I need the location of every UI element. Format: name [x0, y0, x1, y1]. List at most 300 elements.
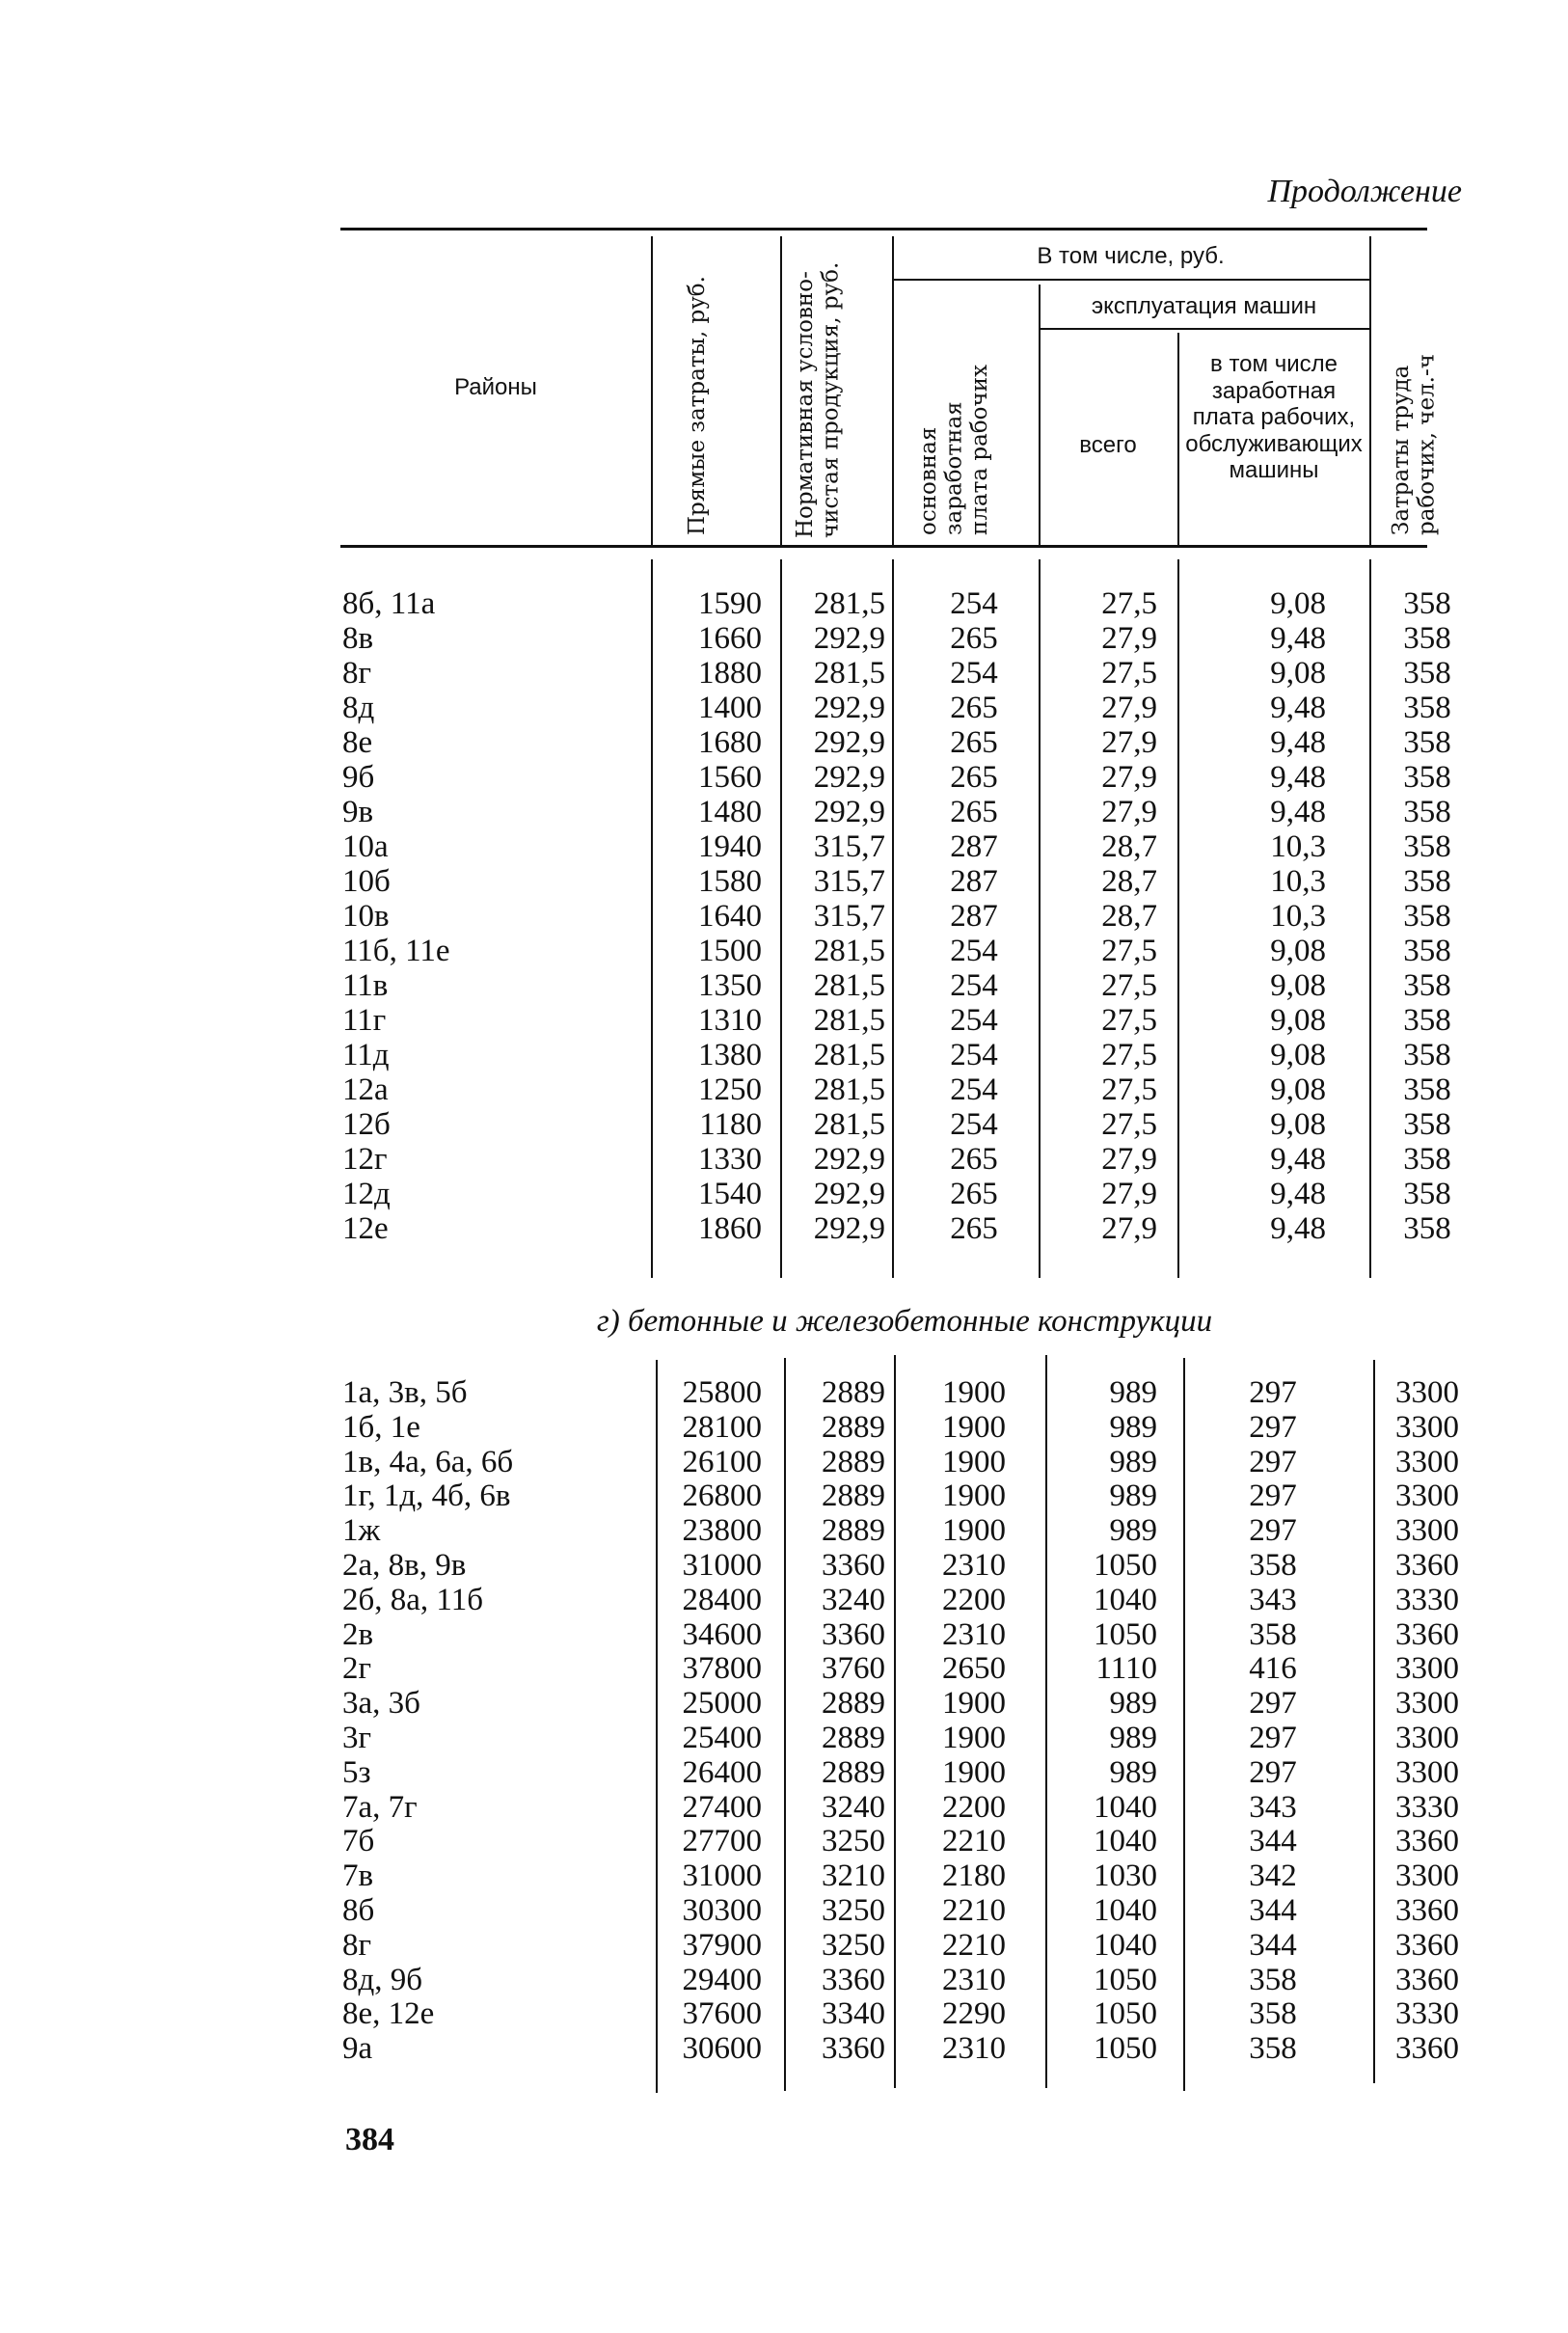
cell-region: 8е, 12е: [342, 1996, 435, 2032]
cell-direct-costs: 27400: [682, 1789, 762, 1825]
cell-direct-costs: 1400: [698, 691, 762, 725]
divider: [894, 1355, 896, 2088]
machine-rule: [1039, 328, 1369, 330]
cell-base-wage: 265: [950, 795, 998, 829]
cell-region: 8г: [342, 656, 372, 691]
cell-machine-total: 1050: [1094, 1616, 1157, 1652]
cell-machine-wage: 9,48: [1270, 760, 1326, 795]
cell-region: 12г: [342, 1142, 388, 1177]
cell-normative-product: 281,5: [813, 934, 885, 968]
cell-machine-total: 27,5: [1101, 968, 1157, 1003]
header-base-wage: основная заработная плата рабочих: [916, 364, 992, 535]
cell-direct-costs: 25800: [682, 1375, 762, 1410]
cell-region: 1ж: [342, 1513, 381, 1549]
divider: [651, 236, 653, 545]
cell-machine-total: 28,7: [1101, 899, 1157, 934]
cell-machine-wage: 9,48: [1270, 725, 1326, 760]
cell-normative-product: 3340: [822, 1996, 885, 2032]
cell-direct-costs: 1500: [698, 934, 762, 968]
cell-normative-product: 2889: [822, 1409, 885, 1445]
cell-base-wage: 265: [950, 1211, 998, 1246]
cell-machine-wage: 9,08: [1270, 586, 1326, 621]
cell-machine-wage: 297: [1249, 1478, 1297, 1514]
cell-direct-costs: 27700: [682, 1824, 762, 1859]
cell-base-wage: 2180: [942, 1858, 1006, 1894]
page-number: 384: [345, 2122, 394, 2157]
cell-normative-product: 281,5: [813, 968, 885, 1003]
cell-base-wage: 265: [950, 691, 998, 725]
cell-machine-wage: 297: [1249, 1444, 1297, 1479]
cell-machine-total: 1040: [1094, 1927, 1157, 1963]
cell-region: 1г, 1д, 4б, 6в: [342, 1478, 511, 1514]
cell-normative-product: 292,9: [813, 1211, 885, 1246]
cell-normative-product: 3240: [822, 1789, 885, 1825]
cell-labor: 358: [1403, 656, 1451, 691]
cell-labor: 3300: [1395, 1651, 1459, 1687]
cell-direct-costs: 26100: [682, 1444, 762, 1479]
cell-machine-wage: 9,08: [1270, 1072, 1326, 1107]
cell-machine-wage: 9,08: [1270, 656, 1326, 691]
cell-machine-total: 27,9: [1101, 621, 1157, 656]
cell-base-wage: 254: [950, 656, 998, 691]
cell-machine-total: 989: [1109, 1754, 1157, 1790]
cell-region: 11г: [342, 1003, 387, 1038]
cell-machine-wage: 9,48: [1270, 1211, 1326, 1246]
cell-labor: 3330: [1395, 1582, 1459, 1617]
cell-normative-product: 3250: [822, 1824, 885, 1859]
cell-normative-product: 281,5: [813, 1072, 885, 1107]
cell-base-wage: 254: [950, 1107, 998, 1142]
cell-region: 12а: [342, 1072, 389, 1107]
cell-labor: 3300: [1395, 1444, 1459, 1479]
cell-base-wage: 254: [950, 1038, 998, 1072]
divider: [780, 236, 782, 545]
cell-direct-costs: 1330: [698, 1142, 762, 1177]
cell-labor: 358: [1403, 725, 1451, 760]
cell-normative-product: 3250: [822, 1893, 885, 1928]
cell-region: 5з: [342, 1754, 371, 1790]
cell-machine-wage: 9,08: [1270, 1107, 1326, 1142]
cell-labor: 358: [1403, 1142, 1451, 1177]
cell-direct-costs: 1660: [698, 621, 762, 656]
cell-direct-costs: 37800: [682, 1651, 762, 1687]
cell-machine-total: 989: [1109, 1375, 1157, 1410]
cell-base-wage: 2210: [942, 1927, 1006, 1963]
header-bottom-rule: [340, 545, 1427, 548]
cell-machine-total: 28,7: [1101, 829, 1157, 864]
cell-direct-costs: 37600: [682, 1996, 762, 2032]
divider: [1177, 333, 1179, 545]
cell-labor: 358: [1403, 795, 1451, 829]
cell-labor: 3330: [1395, 1789, 1459, 1825]
cell-direct-costs: 28400: [682, 1582, 762, 1617]
cell-labor: 358: [1403, 829, 1451, 864]
cell-region: 10в: [342, 899, 390, 934]
cell-labor: 358: [1403, 586, 1451, 621]
cell-base-wage: 1900: [942, 1721, 1006, 1755]
cell-direct-costs: 1380: [698, 1038, 762, 1072]
cell-normative-product: 3360: [822, 2031, 885, 2067]
cell-region: 11б, 11е: [342, 934, 450, 968]
cell-normative-product: 3760: [822, 1651, 885, 1687]
cell-machine-total: 27,9: [1101, 760, 1157, 795]
cell-labor: 358: [1403, 1177, 1451, 1211]
cell-labor: 358: [1403, 864, 1451, 899]
cell-direct-costs: 37900: [682, 1927, 762, 1963]
divider: [1373, 1360, 1375, 2083]
cell-region: 8б: [342, 1893, 375, 1928]
cell-base-wage: 2650: [942, 1651, 1006, 1687]
cell-base-wage: 2290: [942, 1996, 1006, 2032]
cell-direct-costs: 1560: [698, 760, 762, 795]
cell-machine-total: 989: [1109, 1721, 1157, 1755]
cell-direct-costs: 25000: [682, 1686, 762, 1722]
divider: [1045, 1355, 1047, 2088]
cell-base-wage: 1900: [942, 1409, 1006, 1445]
cell-machine-wage: 358: [1249, 1962, 1297, 1997]
cell-machine-total: 1040: [1094, 1789, 1157, 1825]
cell-region: 10б: [342, 864, 391, 899]
cell-direct-costs: 1590: [698, 586, 762, 621]
divider: [784, 1358, 786, 2091]
divider: [1369, 559, 1371, 1278]
cell-labor: 3300: [1395, 1858, 1459, 1894]
cell-normative-product: 281,5: [813, 1038, 885, 1072]
cell-direct-costs: 29400: [682, 1962, 762, 1997]
cell-machine-total: 27,5: [1101, 586, 1157, 621]
cell-base-wage: 265: [950, 725, 998, 760]
cell-direct-costs: 34600: [682, 1616, 762, 1652]
cell-machine-total: 27,5: [1101, 656, 1157, 691]
cell-base-wage: 265: [950, 1177, 998, 1211]
cell-labor: 3300: [1395, 1754, 1459, 1790]
continuation-label: Продолжение: [1267, 174, 1462, 209]
cell-normative-product: 3360: [822, 1548, 885, 1583]
cell-direct-costs: 31000: [682, 1548, 762, 1583]
cell-machine-total: 27,9: [1101, 1142, 1157, 1177]
section-title: г) бетонные и железобетонные конструкции: [596, 1304, 1213, 1339]
cell-direct-costs: 31000: [682, 1858, 762, 1894]
cell-labor: 3330: [1395, 1996, 1459, 2032]
cell-machine-wage: 9,08: [1270, 1038, 1326, 1072]
cell-machine-total: 989: [1109, 1478, 1157, 1514]
cell-normative-product: 315,7: [813, 864, 885, 899]
cell-base-wage: 287: [950, 829, 998, 864]
divider: [1177, 559, 1179, 1278]
cell-direct-costs: 28100: [682, 1409, 762, 1445]
cell-base-wage: 265: [950, 621, 998, 656]
cell-region: 9в: [342, 795, 374, 829]
cell-direct-costs: 1880: [698, 656, 762, 691]
cell-region: 8е: [342, 725, 373, 760]
cell-region: 8д, 9б: [342, 1962, 423, 1997]
cell-region: 8д: [342, 691, 375, 725]
cell-base-wage: 287: [950, 864, 998, 899]
cell-region: 8г: [342, 1927, 372, 1963]
cell-region: 10а: [342, 829, 389, 864]
cell-normative-product: 3210: [822, 1858, 885, 1894]
divider: [892, 559, 894, 1278]
cell-region: 2г: [342, 1651, 372, 1687]
divider: [656, 1360, 658, 2093]
cell-normative-product: 281,5: [813, 1003, 885, 1038]
header-incl-wage: в том числе заработная плата рабочих, обслуживающих машины: [1185, 351, 1363, 484]
cell-machine-wage: 297: [1249, 1513, 1297, 1549]
cell-normative-product: 3250: [822, 1927, 885, 1963]
cell-machine-total: 27,9: [1101, 725, 1157, 760]
cell-region: 8б, 11а: [342, 586, 436, 621]
cell-machine-wage: 297: [1249, 1409, 1297, 1445]
cell-machine-total: 1040: [1094, 1824, 1157, 1859]
cell-base-wage: 1900: [942, 1375, 1006, 1410]
cell-labor: 3300: [1395, 1375, 1459, 1410]
cell-labor: 358: [1403, 1211, 1451, 1246]
cell-region: 1а, 3в, 5б: [342, 1375, 468, 1410]
cell-direct-costs: 1350: [698, 968, 762, 1003]
cell-machine-wage: 9,08: [1270, 934, 1326, 968]
cell-labor: 358: [1403, 621, 1451, 656]
cell-direct-costs: 1540: [698, 1177, 762, 1211]
cell-machine-wage: 344: [1249, 1893, 1297, 1928]
cell-region: 12д: [342, 1177, 391, 1211]
cell-direct-costs: 23800: [682, 1513, 762, 1549]
cell-base-wage: 2310: [942, 2031, 1006, 2067]
divider: [892, 236, 894, 545]
cell-labor: 3300: [1395, 1721, 1459, 1755]
cell-base-wage: 265: [950, 1142, 998, 1177]
header-regions: Районы: [454, 374, 537, 400]
cell-base-wage: 254: [950, 586, 998, 621]
cell-machine-total: 27,5: [1101, 1038, 1157, 1072]
cell-machine-wage: 9,08: [1270, 968, 1326, 1003]
cell-labor: 358: [1403, 1038, 1451, 1072]
cell-normative-product: 281,5: [813, 586, 885, 621]
cell-base-wage: 2210: [942, 1893, 1006, 1928]
cell-machine-total: 989: [1109, 1444, 1157, 1479]
cell-labor: 358: [1403, 968, 1451, 1003]
cell-machine-wage: 297: [1249, 1686, 1297, 1722]
cell-normative-product: 2889: [822, 1513, 885, 1549]
cell-machine-total: 27,9: [1101, 691, 1157, 725]
cell-normative-product: 315,7: [813, 829, 885, 864]
cell-region: 12б: [342, 1107, 391, 1142]
cell-machine-total: 27,9: [1101, 1177, 1157, 1211]
cell-normative-product: 3360: [822, 1616, 885, 1652]
cell-machine-wage: 358: [1249, 1996, 1297, 2032]
cell-region: 11в: [342, 968, 389, 1003]
cell-base-wage: 1900: [942, 1513, 1006, 1549]
cell-normative-product: 292,9: [813, 691, 885, 725]
cell-region: 7б: [342, 1824, 375, 1859]
cell-direct-costs: 1680: [698, 725, 762, 760]
header-total: всего: [1079, 432, 1137, 458]
cell-direct-costs: 1480: [698, 795, 762, 829]
cell-direct-costs: 25400: [682, 1721, 762, 1755]
cell-labor: 358: [1403, 760, 1451, 795]
cell-region: 1в, 4а, 6а, 6б: [342, 1444, 514, 1479]
cell-machine-wage: 358: [1249, 1548, 1297, 1583]
cell-region: 11д: [342, 1038, 390, 1072]
cell-machine-total: 989: [1109, 1513, 1157, 1549]
cell-base-wage: 1900: [942, 1754, 1006, 1790]
cell-normative-product: 3240: [822, 1582, 885, 1617]
cell-region: 7а, 7г: [342, 1789, 418, 1825]
cell-machine-wage: 343: [1249, 1582, 1297, 1617]
cell-normative-product: 292,9: [813, 621, 885, 656]
cell-normative-product: 292,9: [813, 1142, 885, 1177]
cell-labor: 3300: [1395, 1513, 1459, 1549]
cell-normative-product: 292,9: [813, 1177, 885, 1211]
cell-direct-costs: 1180: [699, 1107, 762, 1142]
cell-base-wage: 2200: [942, 1582, 1006, 1617]
cell-labor: 358: [1403, 1072, 1451, 1107]
cell-machine-total: 989: [1109, 1409, 1157, 1445]
cell-labor: 358: [1403, 934, 1451, 968]
header-labor: Затраты труда рабочих, чел.-ч: [1389, 354, 1440, 535]
cell-region: 2а, 8в, 9в: [342, 1548, 467, 1583]
cell-normative-product: 315,7: [813, 899, 885, 934]
divider: [1039, 285, 1041, 545]
cell-machine-wage: 9,48: [1270, 1177, 1326, 1211]
cell-machine-wage: 9,48: [1270, 621, 1326, 656]
cell-base-wage: 2310: [942, 1616, 1006, 1652]
header-including: В том числе, руб.: [1037, 243, 1225, 269]
cell-machine-total: 1040: [1094, 1893, 1157, 1928]
cell-region: 9а: [342, 2031, 373, 2067]
cell-normative-product: 2889: [822, 1478, 885, 1514]
cell-machine-wage: 344: [1249, 1824, 1297, 1859]
cell-direct-costs: 1580: [698, 864, 762, 899]
cell-region: 12е: [342, 1211, 389, 1246]
header-machine-operation: эксплуатация машин: [1091, 293, 1317, 319]
cell-labor: 3300: [1395, 1409, 1459, 1445]
cell-region: 9б: [342, 760, 375, 795]
cell-direct-costs: 26800: [682, 1478, 762, 1514]
cell-base-wage: 254: [950, 1003, 998, 1038]
cell-machine-wage: 9,08: [1270, 1003, 1326, 1038]
cell-labor: 3360: [1395, 1893, 1459, 1928]
cell-direct-costs: 1860: [698, 1211, 762, 1246]
cell-machine-total: 1050: [1094, 1548, 1157, 1583]
cell-region: 3а, 3б: [342, 1686, 420, 1722]
cell-machine-total: 1110: [1095, 1651, 1157, 1687]
cell-base-wage: 2200: [942, 1789, 1006, 1825]
cell-machine-wage: 9,48: [1270, 691, 1326, 725]
cell-base-wage: 2210: [942, 1824, 1006, 1859]
cell-machine-wage: 297: [1249, 1754, 1297, 1790]
cell-normative-product: 2889: [822, 1754, 885, 1790]
cell-base-wage: 287: [950, 899, 998, 934]
cell-normative-product: 2889: [822, 1686, 885, 1722]
cell-machine-total: 27,9: [1101, 795, 1157, 829]
cell-labor: 3360: [1395, 1927, 1459, 1963]
cell-machine-total: 1050: [1094, 1996, 1157, 2032]
cell-machine-total: 989: [1109, 1686, 1157, 1722]
cell-region: 2б, 8а, 11б: [342, 1582, 484, 1617]
cell-labor: 358: [1403, 1003, 1451, 1038]
cell-machine-wage: 9,48: [1270, 795, 1326, 829]
cell-machine-total: 1050: [1094, 2031, 1157, 2067]
cell-labor: 3360: [1395, 1962, 1459, 1997]
header-direct-costs: Прямые затраты, руб.: [685, 276, 710, 535]
including-rule: [892, 279, 1369, 281]
cell-base-wage: 254: [950, 968, 998, 1003]
cell-machine-total: 28,7: [1101, 864, 1157, 899]
divider: [651, 559, 653, 1278]
cell-direct-costs: 1640: [698, 899, 762, 934]
cell-machine-wage: 343: [1249, 1789, 1297, 1825]
cell-region: 2в: [342, 1616, 374, 1652]
cell-normative-product: 292,9: [813, 725, 885, 760]
cell-normative-product: 292,9: [813, 795, 885, 829]
cell-labor: 358: [1403, 899, 1451, 934]
cell-machine-total: 1040: [1094, 1582, 1157, 1617]
cell-region: 3г: [342, 1721, 372, 1755]
cell-base-wage: 1900: [942, 1444, 1006, 1479]
cell-machine-wage: 297: [1249, 1721, 1297, 1755]
cell-base-wage: 1900: [942, 1478, 1006, 1514]
cell-machine-wage: 358: [1249, 2031, 1297, 2067]
cell-normative-product: 2889: [822, 1375, 885, 1410]
cell-machine-total: 27,5: [1101, 934, 1157, 968]
cell-machine-wage: 10,3: [1270, 899, 1326, 934]
cell-labor: 3360: [1395, 1616, 1459, 1652]
cell-labor: 358: [1403, 691, 1451, 725]
cell-region: 1б, 1е: [342, 1409, 420, 1445]
cell-machine-total: 27,9: [1101, 1211, 1157, 1246]
cell-machine-total: 27,5: [1101, 1107, 1157, 1142]
cell-machine-total: 1050: [1094, 1962, 1157, 1997]
cell-region: 8в: [342, 621, 374, 656]
cell-base-wage: 1900: [942, 1686, 1006, 1722]
cell-labor: 3360: [1395, 2031, 1459, 2067]
header-normative-product: Нормативная условно-чистая продукция, руб.: [793, 261, 844, 538]
cell-machine-total: 1030: [1094, 1858, 1157, 1894]
cell-labor: 3360: [1395, 1824, 1459, 1859]
cell-machine-wage: 10,3: [1270, 864, 1326, 899]
cell-labor: 358: [1403, 1107, 1451, 1142]
cell-direct-costs: 30600: [682, 2031, 762, 2067]
divider: [1039, 559, 1041, 1278]
cell-direct-costs: 1250: [698, 1072, 762, 1107]
top-rule: [340, 228, 1427, 231]
cell-machine-wage: 416: [1249, 1651, 1297, 1687]
cell-machine-wage: 9,48: [1270, 1142, 1326, 1177]
cell-normative-product: 2889: [822, 1444, 885, 1479]
cell-base-wage: 2310: [942, 1962, 1006, 1997]
cell-machine-wage: 297: [1249, 1375, 1297, 1410]
cell-direct-costs: 30300: [682, 1893, 762, 1928]
cell-normative-product: 3360: [822, 1962, 885, 1997]
cell-region: 7в: [342, 1858, 374, 1894]
cell-direct-costs: 1940: [698, 829, 762, 864]
cell-normative-product: 281,5: [813, 1107, 885, 1142]
cell-machine-wage: 344: [1249, 1927, 1297, 1963]
cell-base-wage: 254: [950, 934, 998, 968]
cell-machine-wage: 358: [1249, 1616, 1297, 1652]
cell-labor: 3300: [1395, 1478, 1459, 1514]
cell-base-wage: 2310: [942, 1548, 1006, 1583]
cell-base-wage: 265: [950, 760, 998, 795]
cell-base-wage: 254: [950, 1072, 998, 1107]
cell-machine-total: 27,5: [1101, 1072, 1157, 1107]
cell-direct-costs: 1310: [698, 1003, 762, 1038]
cell-machine-total: 27,5: [1101, 1003, 1157, 1038]
cell-normative-product: 292,9: [813, 760, 885, 795]
cell-normative-product: 2889: [822, 1721, 885, 1755]
cell-labor: 3360: [1395, 1548, 1459, 1583]
cell-normative-product: 281,5: [813, 656, 885, 691]
